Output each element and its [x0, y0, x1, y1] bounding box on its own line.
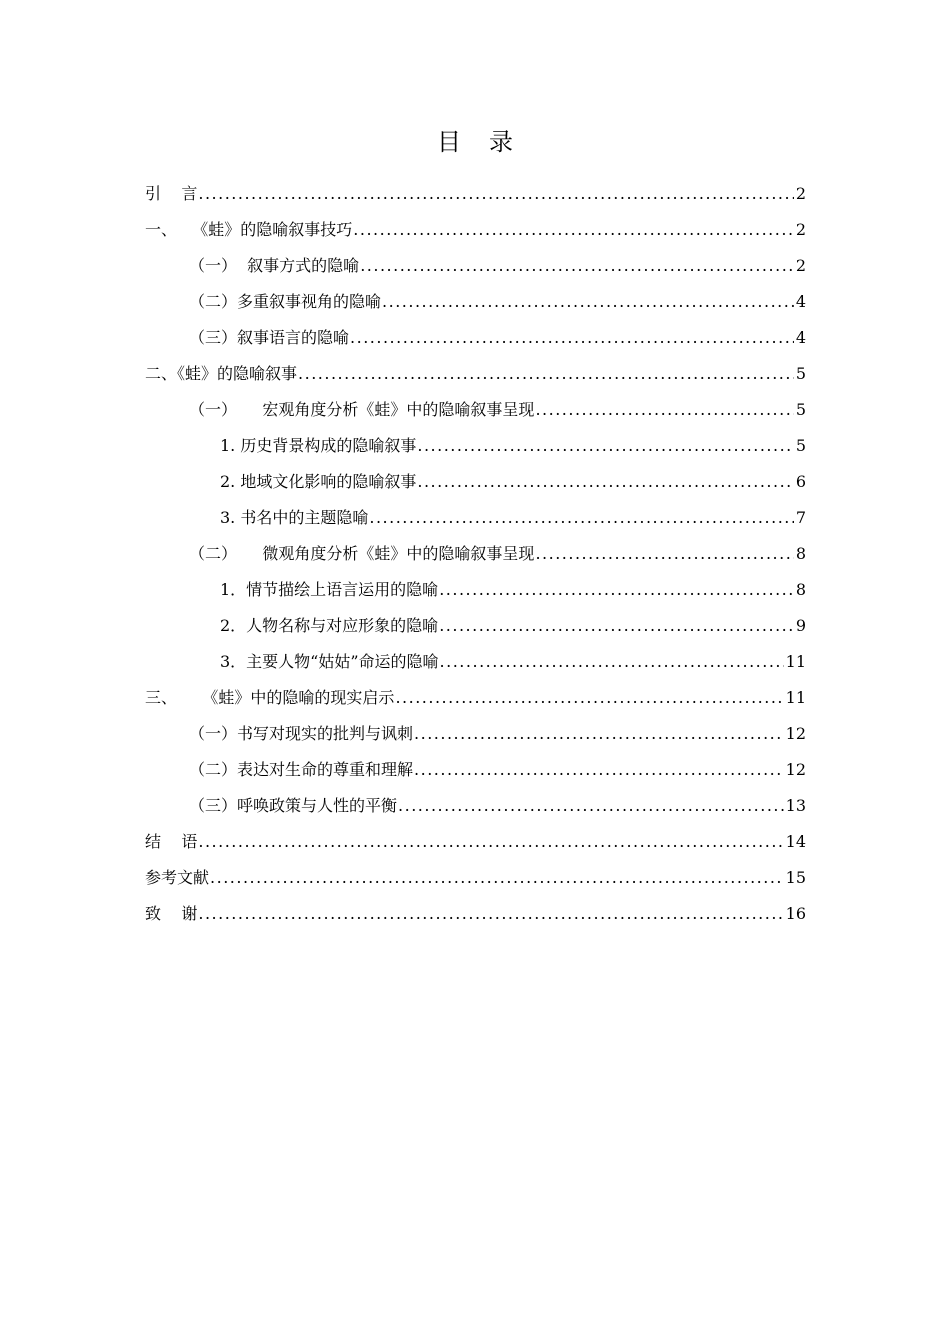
dot-leader	[535, 392, 793, 428]
table-of-contents	[145, 176, 806, 932]
dot-leader	[360, 248, 794, 284]
toc-entry-page: 11	[785, 688, 806, 707]
toc-entry-page: 2	[795, 220, 806, 239]
toc-entry-acknowledgements[interactable]	[145, 896, 806, 932]
dot-leader	[535, 536, 793, 572]
dot-leader	[440, 644, 784, 680]
toc-entry-page: 6	[795, 472, 806, 491]
toc-entry-page: 5	[795, 400, 806, 419]
dot-leader	[417, 464, 793, 500]
toc-entry-page: 8	[795, 580, 806, 599]
toc-entry-page: 14	[785, 832, 806, 851]
toc-entry-label: 2．人物名称与对应形象的隐喻	[220, 616, 439, 635]
toc-entry-2-1-3[interactable]	[145, 500, 806, 536]
toc-entry-label: （二）多重叙事视角的隐喻	[189, 292, 382, 311]
toc-entry-label: 二、《蛙》的隐喻叙事	[145, 364, 298, 383]
toc-entry-label: （一）书写对现实的批判与讽刺	[189, 724, 414, 743]
dot-leader	[395, 680, 783, 716]
toc-entry-label: （三）叙事语言的隐喻	[189, 328, 350, 347]
toc-entry-label: 参考文献	[145, 868, 210, 887]
toc-entry-label: （三）呼唤政策与人性的平衡	[189, 796, 398, 815]
toc-entry-page: 15	[785, 868, 806, 887]
toc-entry-introduction[interactable]	[145, 176, 806, 212]
dot-leader	[298, 356, 794, 392]
toc-entry-page: 12	[785, 760, 806, 779]
toc-entry-3-3[interactable]	[145, 788, 806, 824]
dot-leader	[198, 896, 783, 932]
toc-entry-page: 7	[795, 508, 806, 527]
toc-entry-page: 5	[795, 436, 806, 455]
toc-entry-label: （二）表达对生命的尊重和理解	[189, 760, 414, 779]
toc-entry-chapter-2[interactable]	[145, 356, 806, 392]
toc-entry-label: （一） 叙事方式的隐喻	[189, 256, 360, 275]
toc-entry-label: 致 谢	[145, 904, 198, 923]
toc-entry-2-1-1[interactable]	[145, 428, 806, 464]
toc-entry-1-1[interactable]	[145, 248, 806, 284]
dot-leader	[414, 752, 784, 788]
dot-leader	[439, 572, 794, 608]
toc-entry-conclusion[interactable]	[145, 824, 806, 860]
dot-leader	[198, 824, 783, 860]
toc-entry-page: 8	[795, 544, 806, 563]
toc-entry-1-3[interactable]	[145, 320, 806, 356]
toc-entry-page: 2	[795, 184, 806, 203]
toc-entry-page: 12	[785, 724, 806, 743]
toc-entry-3-1[interactable]	[145, 716, 806, 752]
toc-entry-chapter-1[interactable]	[145, 212, 806, 248]
dot-leader	[414, 716, 784, 752]
toc-entry-label: 引 言	[145, 184, 198, 203]
toc-entry-label: 三、 《蛙》中的隐喻的现实启示	[145, 688, 395, 707]
toc-entry-page: 4	[795, 328, 806, 347]
toc-entry-2-2-3[interactable]	[145, 644, 806, 680]
dot-leader	[398, 788, 784, 824]
toc-entry-page: 9	[795, 616, 806, 635]
toc-entry-page: 4	[795, 292, 806, 311]
toc-entry-chapter-3[interactable]	[145, 680, 806, 716]
toc-entry-label: （一） 宏观角度分析《蛙》中的隐喻叙事呈现	[189, 400, 535, 419]
dot-leader	[350, 320, 794, 356]
dot-leader	[353, 212, 794, 248]
dot-leader	[198, 176, 793, 212]
toc-entry-label: 1．情节描绘上语言运用的隐喻	[220, 580, 439, 599]
toc-entry-2-2-2[interactable]	[145, 608, 806, 644]
dot-leader	[417, 428, 793, 464]
toc-entry-label: 1. 历史背景构成的隐喻叙事	[220, 436, 417, 455]
toc-entry-3-2[interactable]	[145, 752, 806, 788]
toc-entry-label: 3．主要人物“姑姑”命运的隐喻	[220, 652, 439, 671]
dot-leader	[439, 608, 794, 644]
toc-entry-references[interactable]	[145, 860, 806, 896]
toc-entry-label: （二） 微观角度分析《蛙》中的隐喻叙事呈现	[189, 544, 535, 563]
toc-entry-2-2[interactable]	[145, 536, 806, 572]
toc-entry-page: 5	[795, 364, 806, 383]
toc-entry-2-1[interactable]	[145, 392, 806, 428]
toc-entry-page: 2	[795, 256, 806, 275]
toc-entry-page: 11	[785, 652, 806, 671]
toc-entry-label: 3. 书名中的主题隐喻	[220, 508, 369, 527]
dot-leader	[210, 860, 784, 896]
toc-entry-1-2[interactable]	[145, 284, 806, 320]
toc-entry-page: 13	[785, 796, 806, 815]
toc-entry-2-2-1[interactable]	[145, 572, 806, 608]
toc-entry-2-1-2[interactable]	[145, 464, 806, 500]
toc-entry-label: 2. 地域文化影响的隐喻叙事	[220, 472, 417, 491]
page-title: 目录	[437, 128, 541, 156]
dot-leader	[382, 284, 794, 320]
toc-entry-label: 结 语	[145, 832, 198, 851]
toc-entry-label: 一、 《蛙》的隐喻叙事技巧	[145, 220, 353, 239]
dot-leader	[369, 500, 793, 536]
toc-entry-page: 16	[785, 904, 806, 923]
